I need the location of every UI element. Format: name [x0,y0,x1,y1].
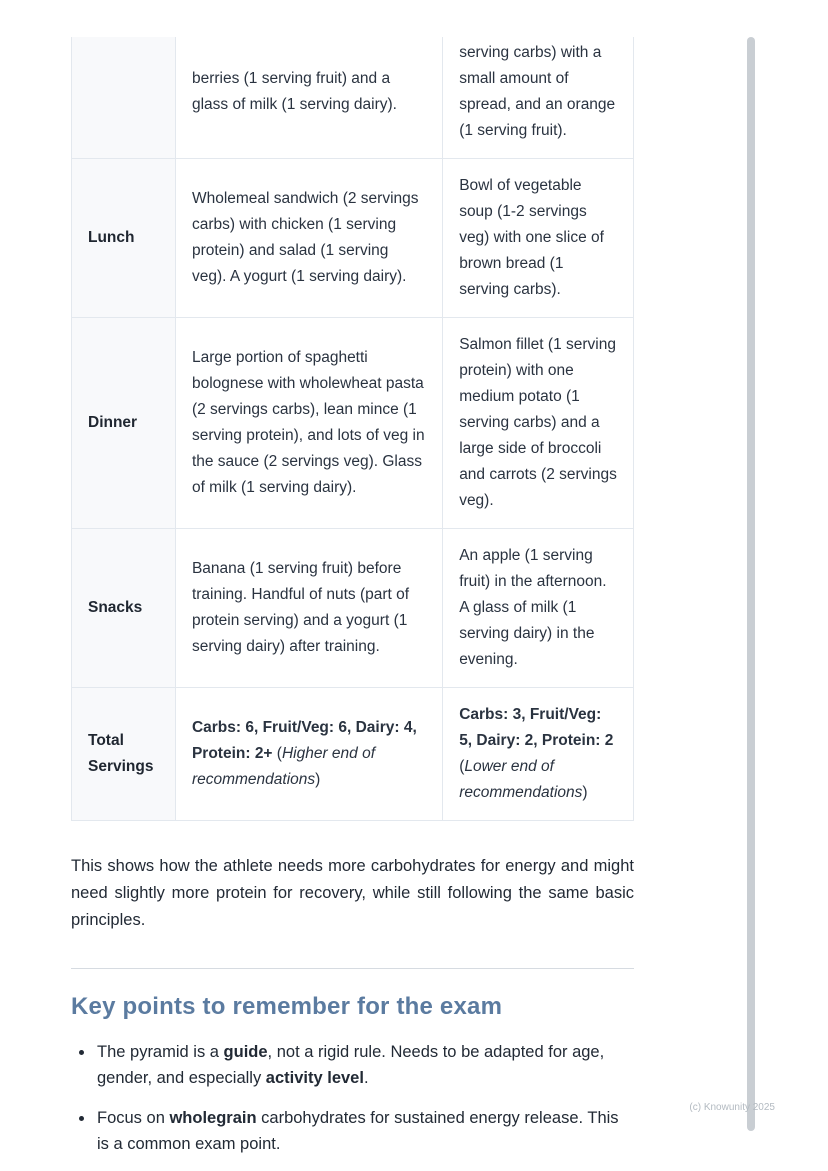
table-row [72,37,634,159]
table-cell: Large portion of spaghetti bolognese with wholewheat pasta (2 servings carbs), lean mince (1 serving protein), and lots of veg in the sauce (2 servings veg). Glass of milk (1 serving dairy). [175,318,442,529]
row-label [72,37,176,159]
table-cell: Carbs: 3, Fruit/Veg: 5, Dairy: 2, Protein: 2 (Lower end of recommendations) [443,688,634,821]
list-item: • Focus on wholegrain carbohydrates for sustained energy release. This is a common exam point. [95,1105,634,1157]
table-row-total [72,688,634,821]
section-heading: Key points to remember for the exam [71,993,503,1020]
scrollbar-thumb[interactable] [747,37,755,1131]
table-row [72,159,634,318]
table-cell: Wholemeal sandwich (2 servings carbs) with chicken (1 serving protein) and salad (1 serving veg). A yogurt (1 serving dairy). [175,159,442,318]
table-cell: Salmon fillet (1 serving protein) with one medium potato (1 serving carbs) and a large side of broccoli and carrots (2 servings veg). [443,318,634,529]
table-row [72,529,634,688]
summary-paragraph: This shows how the athlete needs more carbohydrates for energy and might need slightly more protein for recovery, while still following the same basic principles. [71,857,634,929]
table-cell: serving carbs) with a small amount of spread, and an orange (1 serving fruit). [443,37,634,159]
key-points-list [71,1039,634,1157]
meal-comparison-table [71,37,634,821]
table-cell: berries (1 serving fruit) and a glass of milk (1 serving dairy). [175,37,442,159]
section-divider [71,968,634,969]
table-cell: An apple (1 serving fruit) in the afternoon. A glass of milk (1 serving dairy) in the evening. [443,529,634,688]
watermark: (c) Knowunity 2025 [689,1102,775,1113]
document-content [71,37,634,1171]
table-row [72,318,634,529]
table-cell: Carbs: 6, Fruit/Veg: 6, Dairy: 4, Protein: 2+ (Higher end of recommendations) [175,688,442,821]
row-label: Total Servings [72,688,176,821]
row-label: Dinner [72,318,176,529]
row-label: Snacks [72,529,176,688]
list-item: • The pyramid is a guide, not a rigid rule. Needs to be adapted for age, gender, and especially activity level. [95,1039,634,1091]
table-cell: Bowl of vegetable soup (1-2 servings veg) with one slice of brown bread (1 serving carbs). [443,159,634,318]
row-label: Lunch [72,159,176,318]
table-cell: Banana (1 serving fruit) before training. Handful of nuts (part of protein serving) and a yogurt (1 serving dairy) after training. [175,529,442,688]
